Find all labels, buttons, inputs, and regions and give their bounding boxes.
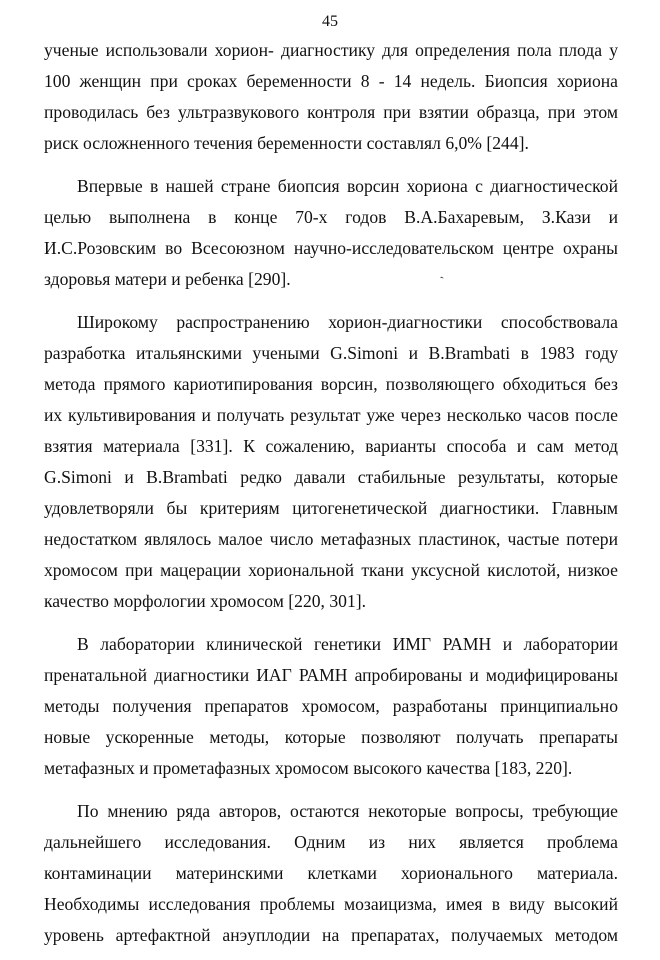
text-line: 100 женщин при сроках беременности 8 - 14 недель. Биопсия хориона <box>44 71 618 91</box>
text-line: дальнейшего исследования. Одним из них является проблема <box>44 832 618 852</box>
text-line: новые ускоренные методы, которые позволяют получать препараты <box>44 727 618 747</box>
text-line: ученые использовали хорион- диагностику для определения пола плода у <box>44 40 618 60</box>
text-line: метафазных и прометафазных хромосом высокого качества [183, 220]. <box>44 758 573 778</box>
text-line: хромосом при мацерации хориональной ткани уксусной кислотой, низкое <box>44 560 618 580</box>
page-number: 45 <box>322 13 338 30</box>
text-line: качество морфологии хромосом [220, 301]. <box>44 591 366 611</box>
text-line: разработка итальянскими учеными G.Simoni и B.Brambati в 1983 году <box>44 343 618 363</box>
text-line: В лаборатории клинической генетики ИМГ РАМН и лаборатории <box>77 634 618 654</box>
text-line: G.Simoni и B.Brambati редко давали стабильные результаты, которые <box>44 467 618 487</box>
text-line: их культивирования и получать результат уже через несколько часов после <box>44 405 618 425</box>
text-line: Впервые в нашей стране биопсия ворсин хориона с диагностической <box>77 176 618 196</box>
text-line: недостатком являлось малое число метафазных пластинок, частые потери <box>44 529 618 549</box>
text-line: удовлетворяли бы критериям цитогенетической диагностики. Главным <box>44 498 618 518</box>
text-line: контаминации материнскими клетками хорионального материала. <box>44 863 618 883</box>
text-line: По мнению ряда авторов, остаются некоторые вопросы, требующие <box>77 801 618 821</box>
body-text <box>44 35 618 951</box>
text-line: Широкому распространению хорион-диагностики способствовала <box>77 312 618 332</box>
text-line: пренатальной диагностики ИАГ РАМН апробированы и модифицированы <box>44 665 618 685</box>
text-line: И.С.Розовским во Всесоюзном научно-исследовательском центре охраны <box>44 238 618 258</box>
text-line: целью выполнена в конце 70-х годов В.А.Бахаревым, З.Кази и <box>44 207 618 227</box>
text-line: уровень артефактной анэуплодии на препаратах, получаемых методом <box>44 925 618 945</box>
pen-tick-mark: ˏ <box>435 264 445 281</box>
text-line: взятия материала [331]. К сожалению, варианты способа и сам метод <box>44 436 618 456</box>
text-line: проводилась без ультразвукового контроля при взятии образца, при этом <box>44 102 618 122</box>
text-line: Необходимы исследования проблемы мозаицизма, имея в виду высокий <box>44 894 618 914</box>
text-line: риск осложненного течения беременности составлял 6,0% [244]. <box>44 133 529 153</box>
text-line: метода прямого кариотипирования ворсин, позволяющего обходиться без <box>44 374 618 394</box>
text-line: методы получения препаратов хромосом, разработаны принципиально <box>44 696 618 716</box>
text-line: здоровья матери и ребенка [290]. <box>44 269 291 289</box>
